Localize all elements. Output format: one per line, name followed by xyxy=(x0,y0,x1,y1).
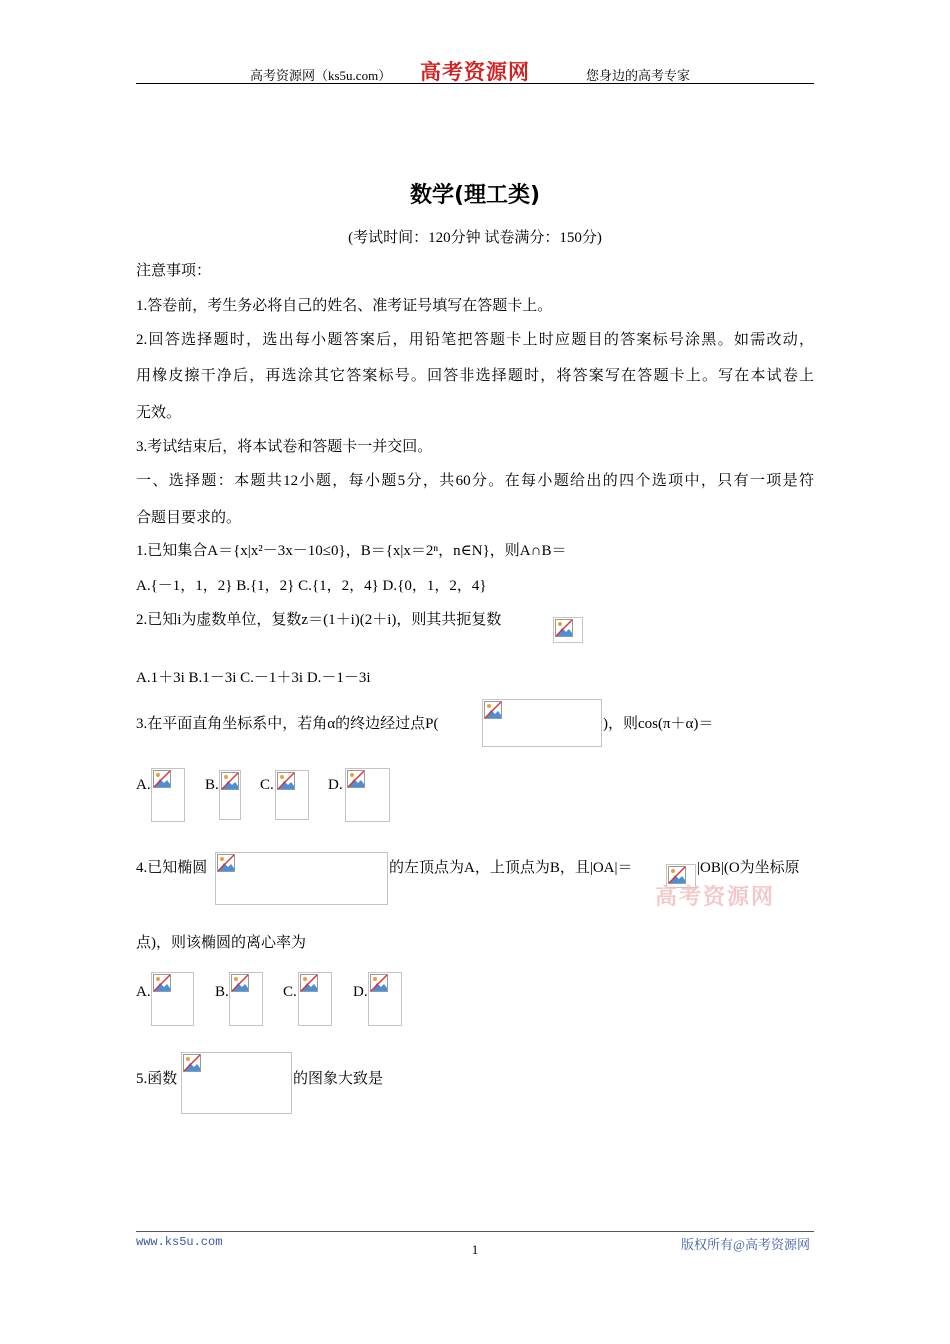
question-4-option-d-label: D. xyxy=(353,984,368,1000)
question-4-option-a-label: A. xyxy=(136,984,151,1000)
question-4-stem-end: |OB|(O为坐标原 xyxy=(697,860,800,876)
notice-item-2-line-1: 2.回答选择题时，选出每小题答案后，用铅笔把答题卡上时应题目的答案标号涂黑。如需改动， xyxy=(136,332,814,348)
footer-copyright: 版权所有@高考资源网 xyxy=(681,1237,810,1252)
section-1-intro-line-1: 一、选择题：本题共12小题，每小题5分，共60分。在每小题给出的四个选项中，只有一项是符 xyxy=(136,473,814,489)
notice-item-2-line-3: 无效。 xyxy=(136,405,182,421)
broken-image-icon xyxy=(217,854,235,872)
question-3-stem-end: )，则cos(π＋α)＝ xyxy=(603,716,714,732)
broken-image-icon xyxy=(277,772,295,790)
question-2-stem: 2.已知i为虚数单位，复数z＝(1＋i)(2＋i)，则其共扼复数 xyxy=(136,612,502,628)
question-3-stem-start: 3.在平面直角坐标系中，若角α的终边经过点P( xyxy=(136,716,439,732)
question-1-stem: 1.已知集合A＝{x|x²－3x－10≤0}，B＝{x|x＝2ⁿ，n∈N}，则A∩B＝ xyxy=(136,543,567,559)
question-3-option-d-image xyxy=(345,768,390,822)
question-5-function-image xyxy=(181,1052,292,1114)
header-brand-logo: 高考资源网 xyxy=(420,59,530,84)
broken-image-icon xyxy=(347,770,365,788)
footer-website-link[interactable]: www.ks5u.com xyxy=(136,1235,223,1249)
question-3-option-d-label: D. xyxy=(328,777,343,793)
question-4-option-b-label: B. xyxy=(215,984,229,1000)
notice-item-1: 1.答卷前，考生务必将自己的姓名、准考证号填写在答题卡上。 xyxy=(136,298,553,314)
question-4-option-d-image xyxy=(368,972,402,1026)
broken-image-icon xyxy=(484,701,502,719)
header-rule xyxy=(136,83,814,84)
broken-image-icon xyxy=(300,974,318,992)
watermark-logo: 高考资源网 xyxy=(655,884,776,910)
question-3-option-b-label: B. xyxy=(205,777,219,793)
question-3-option-a-label: A. xyxy=(136,777,151,793)
broken-image-icon xyxy=(153,770,171,788)
page-number: 1 xyxy=(471,1242,479,1257)
question-5-stem-start: 5.函数 xyxy=(136,1071,178,1087)
question-4-stem-continued: 点)，则该椭圆的离心率为 xyxy=(136,935,306,951)
header-left-text: 高考资源网（ks5u.com） xyxy=(250,68,392,83)
notice-heading: 注意事项： xyxy=(136,263,212,279)
question-4-option-c-image xyxy=(298,972,332,1026)
question-3-point-image xyxy=(482,699,602,747)
question-3-option-c-image xyxy=(275,770,309,820)
exam-info: (考试时间：120分钟 试卷满分：150分) xyxy=(348,230,602,246)
broken-image-icon xyxy=(231,974,249,992)
footer-rule xyxy=(136,1231,814,1232)
question-4-stem-middle: 的左顶点为A，上顶点为B，且|OA|＝ xyxy=(389,860,633,876)
question-4-stem-start: 4.已知椭圆 xyxy=(136,860,208,876)
question-2-options: A.1＋3i B.1－3i C.－1＋3i D.－1－3i xyxy=(136,670,371,686)
question-3-option-c-label: C. xyxy=(260,777,274,793)
broken-image-icon xyxy=(221,772,239,790)
question-4-option-a-image xyxy=(151,972,194,1026)
question-4-ellipse-equation-image xyxy=(215,852,388,905)
notice-item-2-line-2: 用橡皮擦干净后，再选涂其它答案标号。回答非选择题时，将答案写在答题卡上。写在本试卷上 xyxy=(136,368,814,384)
section-1-intro-line-2: 合题目要求的。 xyxy=(136,510,242,526)
question-4-option-c-label: C. xyxy=(283,984,297,1000)
question-2-formula-image xyxy=(553,617,583,643)
question-5-stem-end: 的图象大致是 xyxy=(293,1071,384,1087)
header-right-text: 您身边的高考专家 xyxy=(586,68,691,83)
broken-image-icon xyxy=(370,974,388,992)
question-3-option-a-image xyxy=(151,768,185,822)
page-title: 数学(理工类) xyxy=(409,183,541,208)
question-4-option-b-image xyxy=(229,972,263,1026)
question-1-options: A.{－1，1，2} B.{1，2} C.{1，2，4} D.{0，1，2，4} xyxy=(136,578,487,594)
notice-item-3: 3.考试结束后，将本试卷和答题卡一并交回。 xyxy=(136,439,433,455)
broken-image-icon xyxy=(183,1054,201,1072)
broken-image-icon xyxy=(153,974,171,992)
broken-image-icon xyxy=(555,619,573,637)
question-3-option-b-image xyxy=(219,770,241,820)
